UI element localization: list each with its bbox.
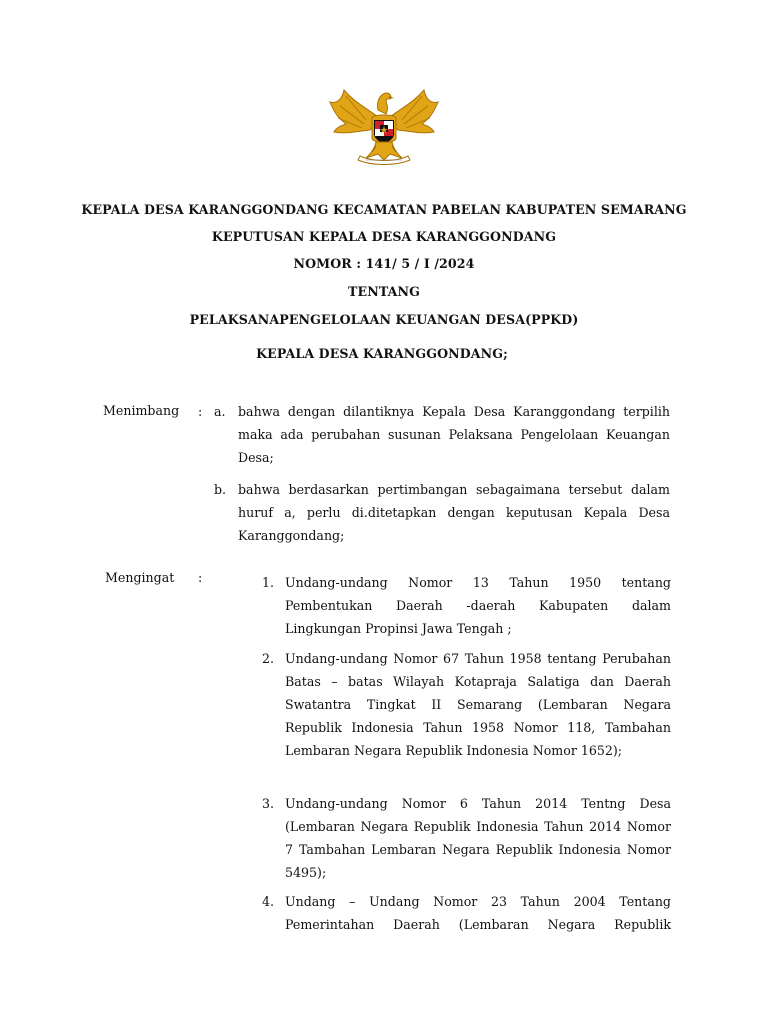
mengingat-marker-1: 1. — [262, 575, 275, 590]
mengingat-marker-3: 3. — [262, 796, 275, 811]
mengingat-item-1: Undang-undang Nomor 13 Tahun 1950 tentang Pembentukan Daerah -daerah Kabupaten dalam Lingkungan Propinsi Jawa Tengah ; — [285, 575, 671, 636]
header-decision-title: KEPUTUSAN KEPALA DESA KARANGGONDANG — [211, 229, 557, 244]
menimbang-item-a: bahwa dengan dilantiknya Kepala Desa Karanggondang terpilih maka ada perubahan susunan Pelaksana Pengelolaan Keuangan Desa; — [238, 404, 670, 465]
mengingat-item-2: Undang-undang Nomor 67 Tahun 1958 tentang Perubahan Batas – batas Wilayah Kotapraja Salatiga dan Daerah Swatantra Tingkat II Semarang (Lembaran Negara Republik Indonesia Tahun 1958 Nomor 118, Tambahan Lembaran Negara Republik Indonesia Nomor 1652); — [285, 651, 671, 758]
mengingat-marker-4: 4. — [262, 894, 275, 909]
menimbang-colon: : — [198, 404, 203, 419]
header-official: KEPALA DESA KARANGGONDANG; — [256, 346, 508, 361]
header-institution: KEPALA DESA KARANGGONDANG KECAMATAN PABELAN KABUPATEN SEMARANG — [81, 202, 687, 217]
garuda-emblem-icon — [326, 80, 442, 166]
header-subject: PELAKSANAPENGELOLAAN KEUANGAN DESA(PPKD) — [189, 312, 579, 327]
mengingat-marker-2: 2. — [262, 651, 275, 666]
menimbang-marker-a: a. — [214, 404, 226, 419]
header-decision-number: NOMOR : 141/ 5 / I /2024 — [293, 256, 475, 271]
mengingat-item-4: Undang – Undang Nomor 23 Tahun 2004 Tentang Pemerintahan Daerah (Lembaran Negara Republik — [285, 894, 671, 932]
mengingat-item-3: Undang-undang Nomor 6 Tahun 2014 Tentng Desa (Lembaran Negara Republik Indonesia Tahun 2014 Nomor 7 Tambahan Lembaran Negara Republik Indonesia Nomor 5495); — [285, 796, 671, 880]
menimbang-label: Menimbang — [103, 403, 180, 418]
menimbang-item-b: bahwa berdasarkan pertimbangan sebagaimana tersebut dalam huruf a, perlu di.ditetapkan dengan keputusan Kepala Desa Karanggondang; — [238, 482, 670, 543]
mengingat-label: Mengingat — [105, 570, 175, 585]
menimbang-marker-b: b. — [214, 482, 227, 497]
header-tentang: TENTANG — [348, 284, 420, 299]
mengingat-colon: : — [198, 570, 203, 585]
